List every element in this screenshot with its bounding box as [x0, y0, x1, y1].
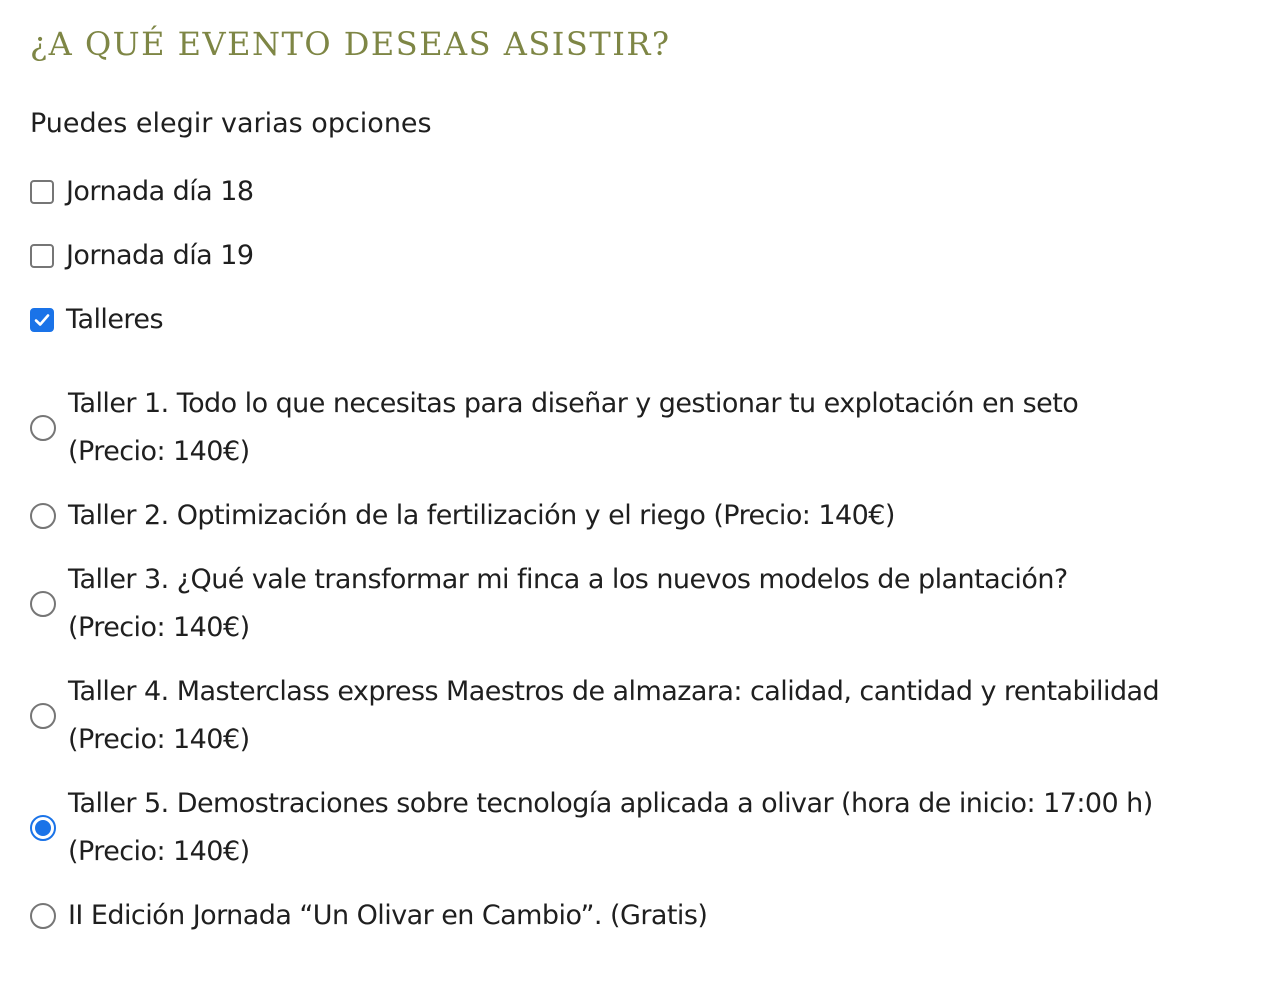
- radio-taller-2[interactable]: [30, 503, 56, 529]
- radio-label: [68, 380, 1078, 476]
- radio-option-taller-3[interactable]: [30, 556, 1068, 652]
- checkbox-option-jornada-19[interactable]: [30, 232, 253, 280]
- radio-label: [68, 668, 1159, 764]
- radio-label-price: (Precio: 140€): [68, 836, 250, 867]
- radio-label: [68, 780, 1153, 876]
- radio-label-line: Taller 5. Demostraciones sobre tecnología aplicada a olivar (hora de inicio: 17:00 h): [68, 788, 1153, 819]
- radio-option-taller-4[interactable]: [30, 668, 1159, 764]
- checkbox-jornada-19[interactable]: [30, 244, 54, 268]
- radio-label-line: Taller 1. Todo lo que necesitas para diseñar y gestionar tu explotación en seto: [68, 388, 1079, 419]
- checkbox-label: Jornada día 18: [66, 176, 254, 207]
- radio-taller-4[interactable]: [30, 703, 56, 729]
- checkmark-icon: [33, 311, 51, 329]
- radio-jornada-olivar[interactable]: [30, 903, 56, 929]
- radio-label: [68, 892, 707, 940]
- radio-option-jornada-olivar[interactable]: [30, 892, 707, 940]
- radio-label-line: II Edición Jornada “Un Olivar en Cambio”. (Gratis): [68, 900, 708, 931]
- checkbox-label: Talleres: [66, 304, 163, 335]
- checkbox-option-talleres[interactable]: [30, 296, 163, 344]
- radio-option-taller-2[interactable]: [30, 492, 895, 540]
- radio-taller-3[interactable]: [30, 591, 56, 617]
- checkbox-option-jornada-18[interactable]: [30, 168, 253, 216]
- radio-label-line: Taller 4. Masterclass express Maestros de almazara: calidad, cantidad y rentabilidad: [68, 676, 1160, 707]
- radio-label-price: (Precio: 140€): [68, 612, 250, 643]
- radio-label: [68, 556, 1068, 652]
- radio-option-taller-1[interactable]: [30, 380, 1078, 476]
- checkbox-talleres[interactable]: [30, 308, 54, 332]
- radio-option-taller-5[interactable]: [30, 780, 1153, 876]
- checkbox-label: Jornada día 19: [66, 240, 254, 271]
- checkbox-jornada-18[interactable]: [30, 180, 54, 204]
- radio-label-price: (Precio: 140€): [68, 724, 250, 755]
- radio-taller-1[interactable]: [30, 415, 56, 441]
- radio-label-line: Taller 2. Optimización de la fertilización y el riego (Precio: 140€): [68, 500, 895, 531]
- radio-label: [68, 492, 895, 540]
- radio-label-line: Taller 3. ¿Qué vale transformar mi finca a los nuevos modelos de plantación?: [68, 564, 1068, 595]
- radio-label-price: (Precio: 140€): [68, 436, 250, 467]
- radio-taller-5[interactable]: [30, 815, 56, 841]
- form-subtitle: Puedes elegir varias opciones: [30, 108, 432, 139]
- form-title: ¿A QUÉ EVENTO DESEAS ASISTIR?: [30, 25, 671, 63]
